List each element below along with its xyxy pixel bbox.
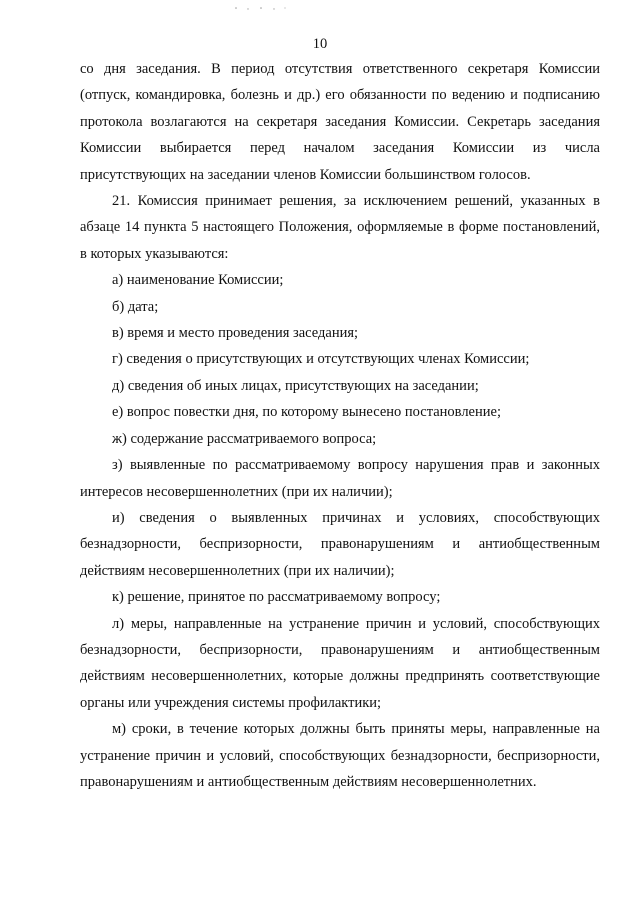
list-item-zh: ж) содержание рассматриваемого вопроса; [112,430,377,447]
list-item-k: к) решение, принятое по рассматриваемому вопросу; [112,589,441,606]
scan-artifact [230,4,290,12]
list-item-l: л) меры, направленные на устранение причин и условий, способствующих безнадзорности, беспризорности, правонарушениям и антиобщественным действиям несовершеннолетних, которые должны предпринять соответствующие органы или учреждения системы профилактики; [80,615,600,711]
document-body [80,56,600,795]
paragraph-continuation: со дня заседания. В период отсутствия ответственного секретаря Комиссии (отпуск, командировка, болезнь и др.) его обязанности по ведению и подписанию протокола возлагаются на секретаря заседания Комиссии. Секретарь заседания Комиссии выбирается перед началом заседания Комиссии из числа присутствующих на заседании членов Комиссии большинством голосов. [80,61,600,183]
list-item-v: в) время и место проведения заседания; [112,325,359,342]
list-item-z: з) выявленные по рассматриваемому вопросу нарушения прав и законных интересов несовершеннолетних (при их наличии); [80,457,600,500]
list-item-b: б) дата; [112,298,159,315]
list-item-d: д) сведения об иных лицах, присутствующих на заседании; [112,377,479,394]
page-number: 10 [312,36,328,52]
paragraph-item-21: 21. Комиссия принимает решения, за исключением решений, указанных в абзаце 14 пункта 5 настоящего Положения, оформляемые в форме постановлений, в которых указываются: [80,193,600,262]
list-item-i: и) сведения о выявленных причинах и условиях, способствующих безнадзорности, беспризорности, правонарушениям и антиобщественным действиям несовершеннолетних (при их наличии); [80,509,600,579]
list-item-e: е) вопрос повестки дня, по которому вынесено постановление; [112,404,501,421]
list-item-g: г) сведения о присутствующих и отсутствующих членах Комиссии; [112,351,530,368]
list-item-a: а) наименование Комиссии; [112,272,284,289]
list-item-m: м) сроки, в течение которых должны быть приняты меры, направленные на устранение причин и условий, способствующих безнадзорности, беспризорности, правонарушениям и антиобщественным действиям несовершеннолетних. [80,721,600,790]
